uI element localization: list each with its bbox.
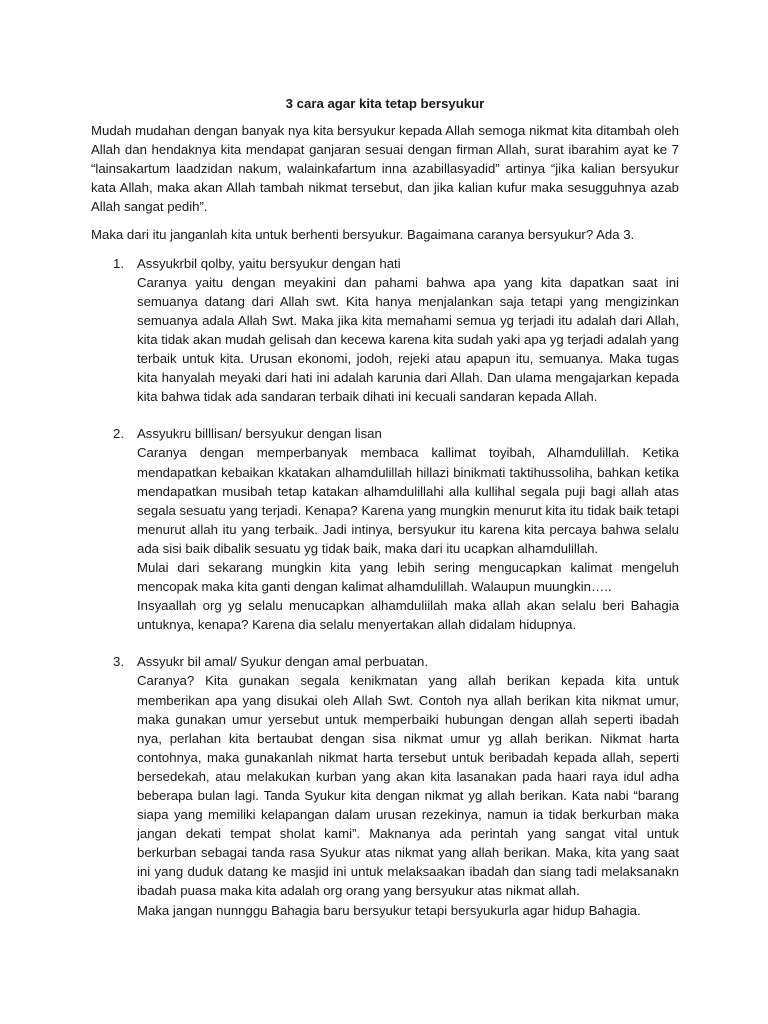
lead-paragraph: Maka dari itu janganlah kita untuk berhenti bersyukur. Bagaimana caranya bersyukur? Ada 3. <box>91 227 635 243</box>
step-paragraph: Maka jangan nunnggu Bahagia baru bersyukur tetapi bersyukurla agar hidup Bahagia. <box>137 902 641 918</box>
intro-paragraph: Mudah mudahan dengan banyak nya kita bersyukur kepada Allah semoga nikmat kita ditambah oleh Allah dan hendaknya kita mendapat ganjaran sesuai dengan firman Allah, surat ibarahim ayat ke 7 “lainsakartum laadzidan nakum, walainkafartum inna azabillasyadid” artinya “jika kalian bersyukur kata Allah, maka akan Allah tambah nikmat tersebut, dan jika kalian kufur maka sesugguhnya azab Allah sangat pedih”. <box>91 123 679 215</box>
step-paragraph: Insyaallah org yg selalu menucapkan alhamduliilah maka allah akan selalu beri Bahagia untuknya, kenapa? Karena dia selalu menyertakan allah didalam hidupnya. <box>137 598 679 633</box>
step-number: 1. <box>113 255 124 271</box>
step-item-2 <box>91 424 679 634</box>
step-item-3 <box>91 652 679 919</box>
step-item-1 <box>91 254 679 407</box>
document-title: 3 cara agar kita tetap bersyukur <box>285 96 485 111</box>
step-heading: Assyukr bil amal/ Syukur dengan amal perbuatan. <box>137 654 429 670</box>
step-paragraph: Mulai dari sekarang mungkin kita yang lebih sering mengucapkan kalimat mengeluh mencopak maka kita ganti dengan kalimat alhamdulillah. Walaupun muungkin….. <box>137 559 679 595</box>
step-number: 3. <box>113 654 124 670</box>
step-heading: Assyukru billlisan/ bersyukur dengan lisan <box>137 426 382 442</box>
steps-list <box>91 254 679 920</box>
step-paragraph: Caranya dengan memperbanyak membaca kallimat toyibah, Alhamdulillah. Ketika mendapatkan kebaikan kkatakan alhamdulillah hillazi binikmati taktihussoliha, bahkan ketika mendapatkan musibah tetap katakan alhamdulillahi alla kullihal segala puji bagi allah atas segala sesuatu yang terjadi. Kenapa? Karena yang mungkin menurut kita itu tidak baik tetapi menurut allah itu yang terbaik. Jadi intinya, bersyukur itu karena kita percaya bahwa selalu ada sisi baik dibalik sesuatu yg tidak baik, maka dari itu ucapkan alhamdulillah. <box>137 445 679 556</box>
step-paragraph: Caranya? Kita gunakan segala kenikmatan yang allah berikan kepada kita untuk memberikan apa yang disukai oleh Allah Swt. Contoh nya allah berikan kita nikmat umur, maka gunakan umur yersebut untuk memperbaiki hubungan dengan allah seperti ibadah nya, perlahan kita bertaubat dengan sisa nikmat umur yg allah berikan. Nikmat harta contohnya, maka gunakanlah nikmat harta tersebut untuk beribadah kepada allah, seperti bersedekah, atau melakukan kurban yang akan kita lasanakan pada haari raya idul adha beberapa bulan lagi. Tanda Syukur kita dengan nikmat yg allah berikan. Kata nabi “barang siapa yang memiliki kelapangan dalam urusan rezekinya, namun ia tidak berkurban maka jangan dekati tempat sholat kami”. Maknanya ada perintah yang sangat vital untuk berkurban sebagai tanda rasa Syukur atas nikmat yang allah berikan. Maka, kita yang saat ini yang duduk datang ke masjid ini untuk melaksaakan ibadah dan siang tadi melaksanakn ibadah puasa maka kita adalah org orang yang bersyukur atas nikmat allah. <box>137 673 679 899</box>
step-heading: Assyukrbil qolby, yaitu bersyukur dengan hati <box>137 255 401 271</box>
step-paragraph: Caranya yaitu dengan meyakini dan pahami bahwa apa yang kita dapatkan saat ini semuanya datang dari Allah swt. Kita hanya menjalankan saja tetapi yang mengizinkan semuanya adala Allah Swt. Maka jika kita memahami semua yg terjadi itu adalah dari Allah, kita tidak akan mudah gelisah dan kecewa karena kita sudah yaki apa yg terjadi adalah yang terbaik untuk kita. Urusan ekonomi, jodoh, rejeki atau apapun itu, semuanya. Maka tugas kita hanyalah meyaki dari hati ini adalah karunia dari Allah. Dan ulama mengajarkan kepada kita bahwa tidak ada sandaran terbaik dihati ini kecuali sandaran kepada Allah. <box>137 274 679 405</box>
step-number: 2. <box>113 426 124 442</box>
